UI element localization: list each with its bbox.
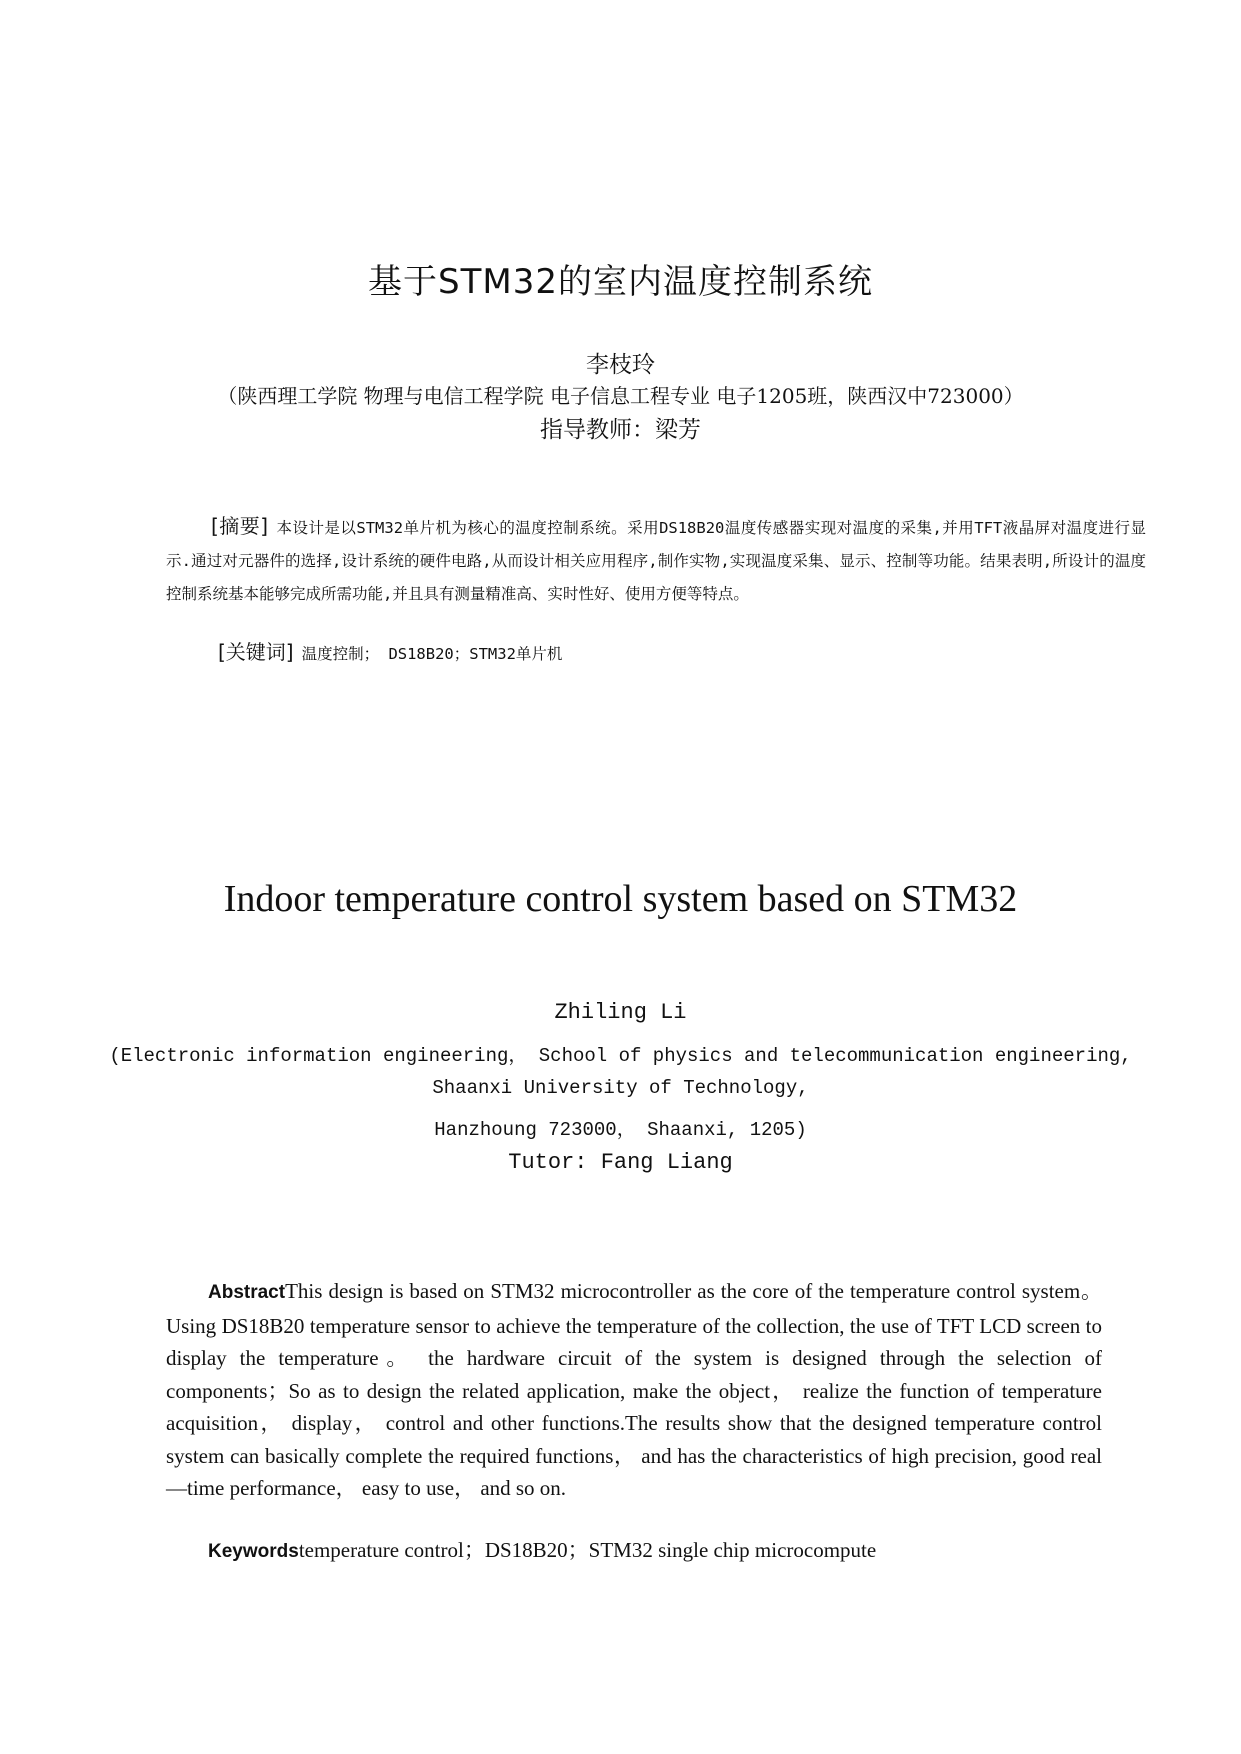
chinese-keywords-text: 温度控制； DS18B20；STM32单片机 [301, 645, 563, 663]
chinese-tutor: 指导教师：梁芳 [540, 417, 701, 443]
english-abstract-label: Abstract [208, 1282, 286, 1303]
english-keywords-text: temperature control；DS18B20；STM32 single chip microcompute [298, 1538, 877, 1562]
english-affiliation-line-3: Hanzhoung 723000， Shaanxi, 1205) [434, 1119, 807, 1141]
english-affiliation-line-2: Shaanxi University of Technology, [432, 1077, 809, 1099]
english-abstract-text: This design is based on STM32 microcontroller as the core of the temperature control system。Using DS18B20 temperature sensor to achieve the temperature of the collection, the use of TFT LCD screen to display the temperature。 the hardware circuit of the system is designed through the selection of components；So as to design the related application, make the object， realize the function of temperature acquisition， display， control and other functions.The results show that the designed temperature control system can basically complete the required functions， and has the characteristics of high precision, good real—time performance， easy to use， and so on. [166, 1279, 1102, 1500]
chinese-keywords-label: [关键词] [218, 640, 294, 664]
english-keywords-label: Keywords [208, 1541, 299, 1562]
english-title: Indoor temperature control system based on STM32 [223, 878, 1018, 920]
english-keywords [208, 1534, 876, 1564]
chinese-author: 李枝玲 [586, 352, 655, 378]
chinese-affiliation: （陕西理工学院 物理与电信工程学院 电子信息工程专业 电子1205班，陕西汉中723000） [217, 384, 1024, 408]
english-author: Zhiling Li [554, 1000, 687, 1025]
chinese-abstract-label: [摘要] [211, 514, 269, 538]
chinese-keywords [218, 636, 562, 665]
chinese-title: 基于STM32的室内温度控制系统 [368, 262, 873, 302]
english-tutor: Tutor: Fang Liang [508, 1150, 733, 1175]
english-affiliation-line-1: (Electronic information engineering， School of physics and telecommunication engineering, [109, 1045, 1132, 1067]
chinese-abstract [166, 510, 1146, 611]
chinese-abstract-text: 本设计是以STM32单片机为核心的温度控制系统。采用DS18B20温度传感器实现对温度的采集,并用TFT液晶屏对温度进行显示.通过对元器件的选择,设计系统的硬件电路,从而设计相关应用程序,制作实物,实现温度采集、显示、控制等功能。结果表明,所设计的温度控制系统基本能够完成所需功能,并且具有测量精准高、实时性好、使用方便等特点。 [166, 519, 1147, 603]
english-abstract [166, 1275, 1102, 1505]
